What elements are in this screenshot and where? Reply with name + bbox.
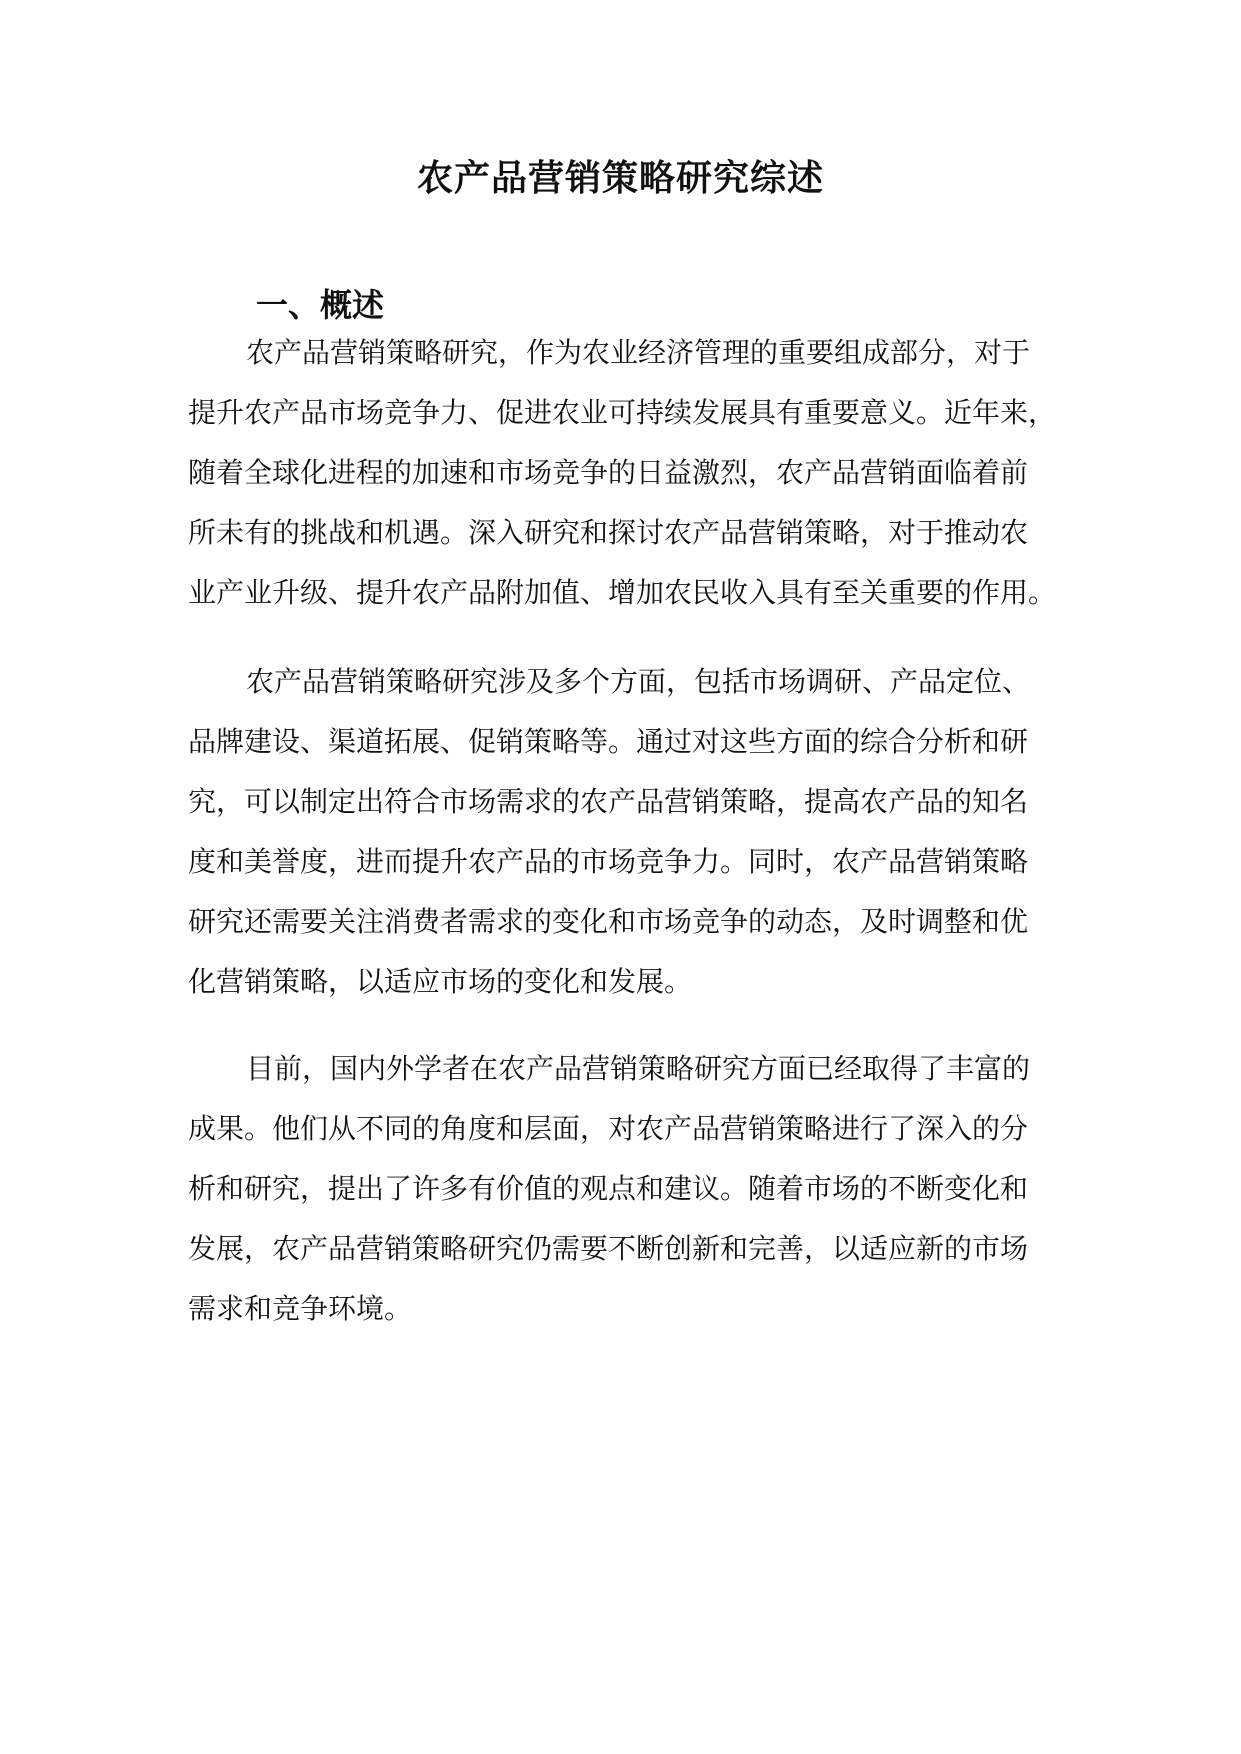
paragraph-line: 提升农产品市场竞争力、促进农业可持续发展具有重要意义。近年来， bbox=[188, 396, 1057, 429]
paragraph-line: 研究还需要关注消费者需求的变化和市场竞争的动态，及时调整和优 bbox=[188, 905, 1029, 938]
paragraph-line: 度和美誉度，进而提升农产品的市场竞争力。同时，农产品营销策略 bbox=[188, 845, 1029, 878]
paragraph-line: 析和研究，提出了许多有价值的观点和建议。随着市场的不断变化和 bbox=[188, 1172, 1029, 1205]
paragraph-line: 发展，农产品营销策略研究仍需要不断创新和完善，以适应新的市场 bbox=[188, 1232, 1029, 1265]
document-title: 农产品营销策略研究综述 bbox=[416, 157, 824, 199]
paragraph-line: 成果。他们从不同的角度和层面，对农产品营销策略进行了深入的分 bbox=[188, 1112, 1029, 1145]
paragraph-line: 需求和竞争环境。 bbox=[188, 1292, 413, 1325]
paragraph-line: 目前，国内外学者在农产品营销策略研究方面已经取得了丰富的 bbox=[246, 1052, 1031, 1085]
paragraph-line: 究，可以制定出符合市场需求的农产品营销策略，提高农产品的知名 bbox=[188, 785, 1029, 818]
paragraph-line: 业产业升级、提升农产品附加值、增加农民收入具有至关重要的作用。 bbox=[188, 576, 1057, 609]
paragraph-line: 农产品营销策略研究涉及多个方面，包括市场调研、产品定位、 bbox=[246, 665, 1031, 698]
section-heading: 一、概述 bbox=[256, 286, 385, 324]
paragraph-line: 所未有的挑战和机遇。深入研究和探讨农产品营销策略，对于推动农 bbox=[188, 516, 1029, 549]
paragraph-line: 农产品营销策略研究，作为农业经济管理的重要组成部分，对于 bbox=[246, 336, 1031, 369]
paragraph-line: 随着全球化进程的加速和市场竞争的日益激烈，农产品营销面临着前 bbox=[188, 456, 1029, 489]
paragraph-line: 化营销策略，以适应市场的变化和发展。 bbox=[188, 965, 693, 998]
paragraph-line: 品牌建设、渠道拓展、促销策略等。通过对这些方面的综合分析和研 bbox=[188, 725, 1029, 758]
